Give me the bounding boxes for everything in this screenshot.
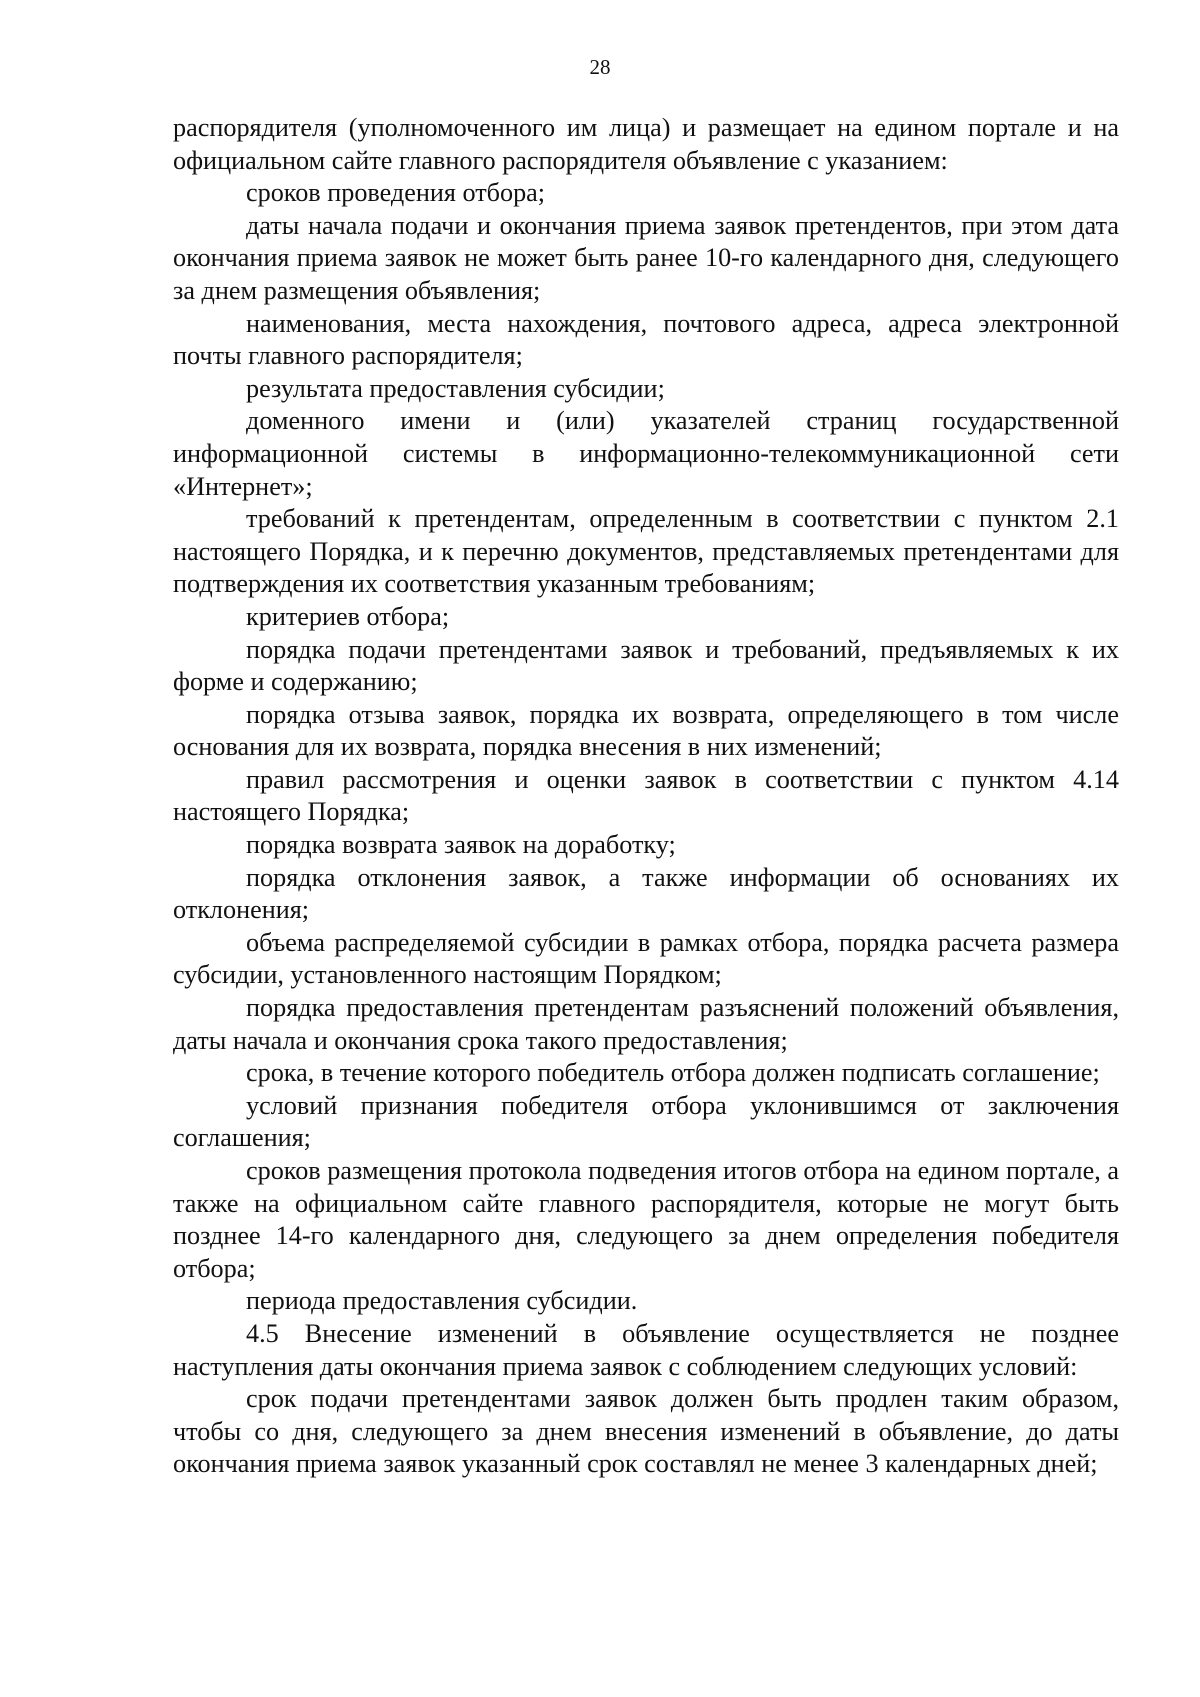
paragraph: требований к претендентам, определенным в соответствии с пунктом 2.1 настоящего Порядка, и к перечню документов, представляемых претендентами для подтверждения их соответствия указанным требованиям;: [173, 504, 1119, 599]
page-number: 28: [589, 55, 611, 79]
paragraph: распорядителя (уполномоченного им лица) и размещает на едином портале и на официальном сайте главного распорядителя объявление с указанием:: [173, 113, 1119, 175]
paragraph: срок подачи претендентами заявок должен быть продлен таким образом, чтобы со дня, следующего за днем внесения изменений в объявление, до даты окончания приема заявок указанный срок составлял не менее 3 календарных дней;: [173, 1384, 1119, 1479]
paragraph: порядка возврата заявок на доработку;: [246, 830, 676, 860]
paragraph: результата предоставления субсидии;: [246, 373, 665, 403]
paragraph: наименования, места нахождения, почтового адреса, адреса электронной почты главного распорядителя;: [173, 308, 1119, 371]
paragraph: правил рассмотрения и оценки заявок в соответствии с пунктом 4.14 настоящего Порядка;: [173, 764, 1119, 827]
paragraph: объема распределяемой субсидии в рамках отбора, порядка расчета размера субсидии, установленного настоящим Порядком;: [173, 927, 1119, 990]
paragraph: порядка подачи претендентами заявок и требований, предъявляемых к их форме и содержанию;: [173, 634, 1119, 697]
paragraph: условий признания победителя отбора уклонившимся от заключения соглашения;: [173, 1090, 1119, 1153]
paragraph: порядка предоставления претендентам разъяснений положений объявления, даты начала и окончания срока такого предоставления;: [173, 993, 1119, 1055]
paragraph: срока, в течение которого победитель отбора должен подписать соглашение;: [246, 1058, 1100, 1088]
paragraph: доменного имени и (или) указателей страниц государственной информационной системы в информационно-телекоммуникационной сети «Интернет»;: [173, 406, 1119, 501]
paragraph: периода предоставления субсидии.: [246, 1286, 638, 1316]
document-body: [173, 112, 1119, 1481]
paragraph: сроков размещения протокола подведения итогов отбора на едином портале, а также на официальном сайте главного распорядителя, которые не могут быть позднее 14-го календарного дня, следующего за днем определения победителя отбора;: [173, 1156, 1119, 1283]
paragraph: 4.5 Внесение изменений в объявление осуществляется не позднее наступления даты окончания приема заявок с соблюдением следующих условий:: [173, 1318, 1119, 1381]
paragraph: порядка отклонения заявок, а также информации об основаниях их отклонения;: [173, 862, 1119, 925]
paragraph: даты начала подачи и окончания приема заявок претендентов, при этом дата окончания приема заявок не может быть ранее 10-го календарного дня, следующего за днем размещения объявления;: [173, 210, 1119, 305]
paragraph: сроков проведения отбора;: [246, 178, 546, 208]
paragraph: порядка отзыва заявок, порядка их возврата, определяющего в том числе основания для их возврата, порядка внесения в них изменений;: [173, 699, 1119, 762]
paragraph: критериев отбора;: [246, 601, 450, 631]
